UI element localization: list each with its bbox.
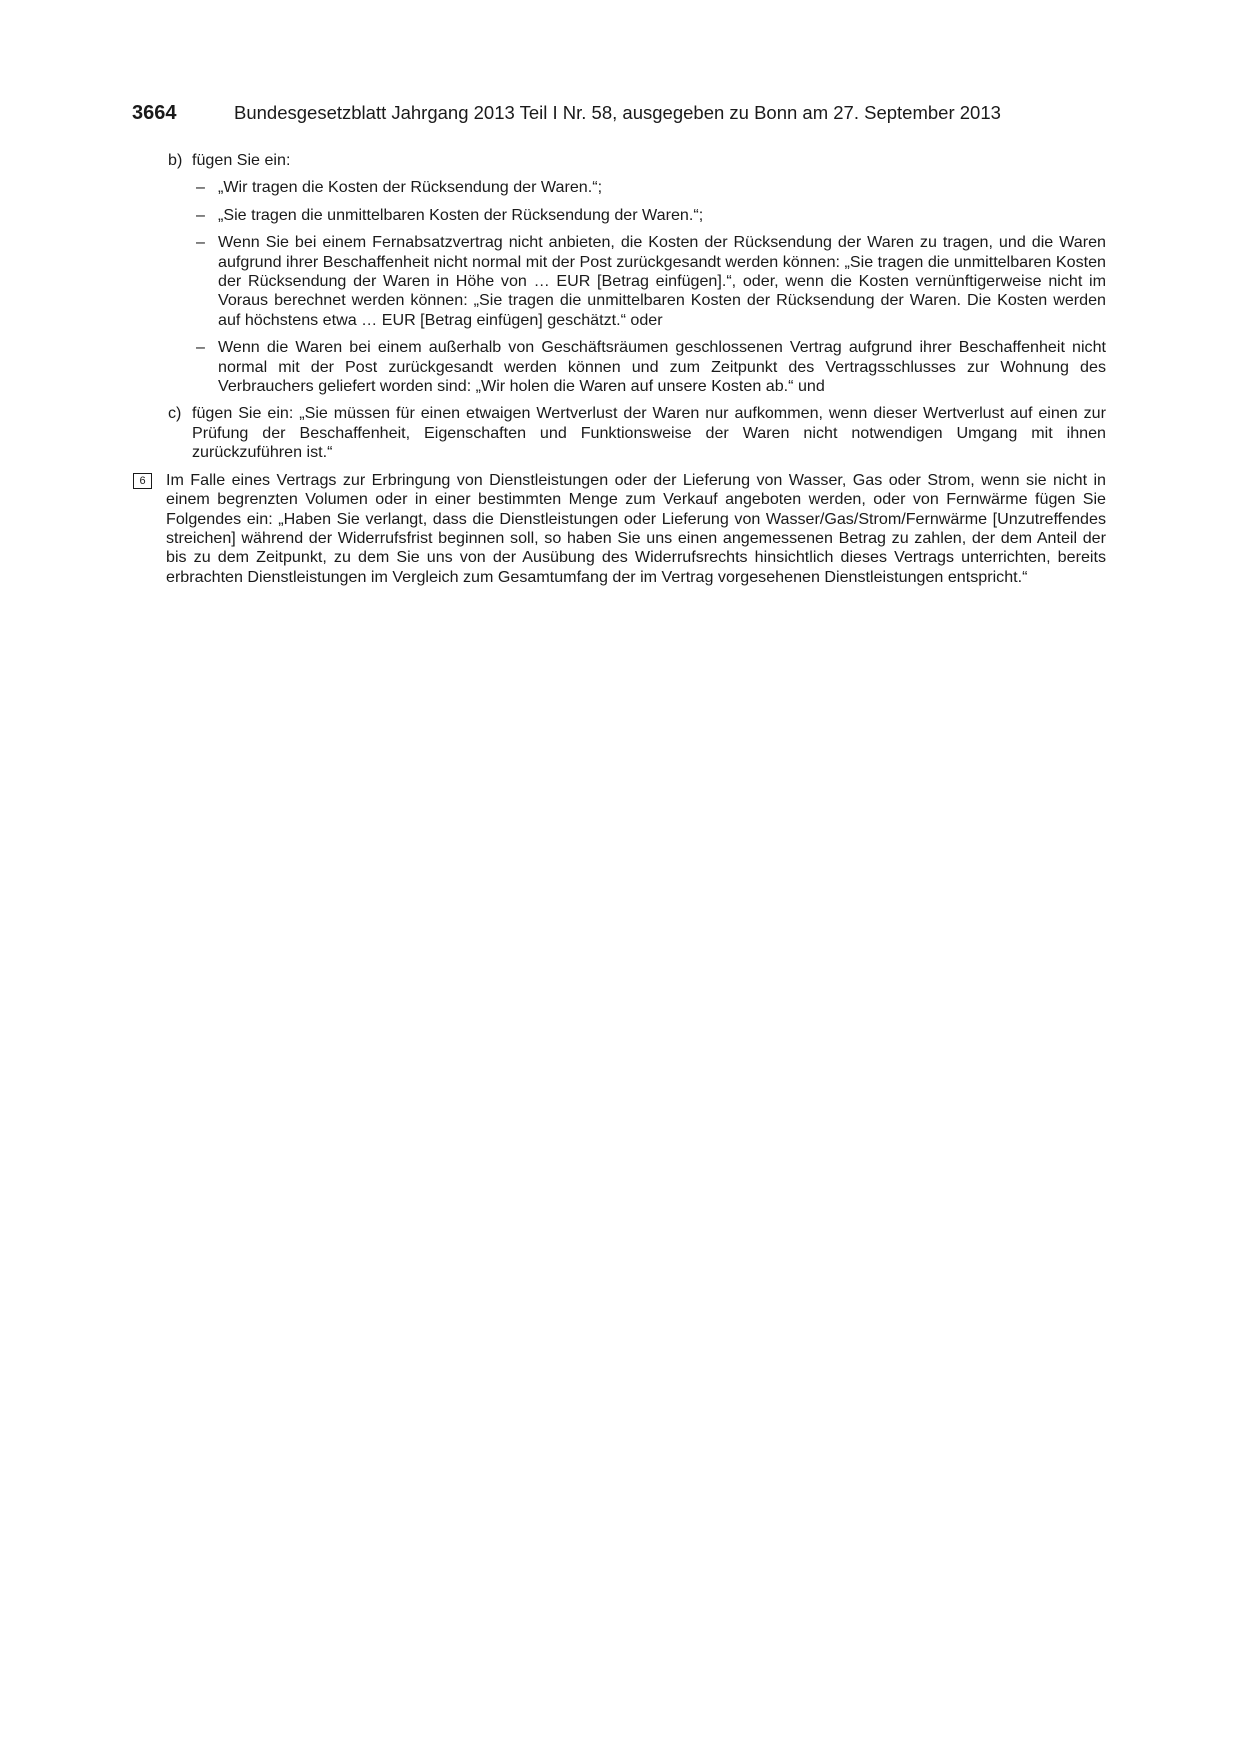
item-marker-c: c): [168, 404, 182, 423]
dash-text-1: „Wir tragen die Kosten der Rücksendung der Waren.“;: [218, 178, 603, 197]
item-c-text: fügen Sie ein: „Sie müssen für einen etwaigen Wertverlust der Waren nur aufkommen, wenn dieser Wertverlust auf einen zur Prüfung der Beschaffenheit, Eigenschaften und Funktionsweise der Waren nicht notwendigen Umgang mit ihnen zurückzuführen ist.“: [192, 404, 1106, 462]
list-item-c: [166, 404, 1106, 462]
dash-marker: –: [196, 233, 205, 252]
page-title: Bundesgesetzblatt Jahrgang 2013 Teil I Nr. 58, ausgegeben zu Bonn am 27. September 2013: [234, 102, 1001, 123]
list-item-b: [166, 151, 1106, 170]
dash-text-2: „Sie tragen die unmittelbaren Kosten der Rücksendung der Waren.“;: [218, 205, 704, 224]
document-body: [139, 151, 1106, 587]
dash-item-2: [166, 206, 1106, 225]
item-b-intro: fügen Sie ein:: [192, 151, 291, 169]
dash-marker: –: [196, 205, 205, 224]
section-6: [139, 470, 1106, 587]
dash-text-3: Wenn Sie bei einem Fernabsatzvertrag nicht anbieten, die Kosten der Rücksendung der Waren zu tragen, und die Waren aufgrund ihrer Beschaffenheit nicht normal mit der Post zurückgesandt werden können: „Sie tragen die unmittelbaren Kosten der Rücksendung der Waren in Höhe von … EUR [Betrag einfügen].“, oder, wenn die Kosten vernünftigerweise nicht im Voraus berechnet werden können: „Sie tragen die unmittelbaren Kosten der Rücksendung der Waren. Die Kosten werden auf höchstens etwa … EUR [Betrag einfügen] geschätzt.“ oder: [218, 233, 1106, 329]
dash-text-4: Wenn die Waren bei einem außerhalb von Geschäftsräumen geschlossenen Vertrag aufgrund ihrer Beschaffenheit nicht normal mit der Post zurückgesandt werden können und zum Zeitpunkt des Vertragsschlusses zur Wohnung des Verbrauchers geliefert worden sind: „Wir holen die Waren auf unsere Kosten ab.“ und: [218, 338, 1106, 396]
dash-item-1: [166, 178, 1106, 197]
section-number-box: 6: [133, 473, 152, 489]
page-number: 3664: [132, 102, 177, 124]
dash-marker: –: [196, 178, 205, 197]
dash-item-4: [166, 338, 1106, 396]
dash-item-3: [166, 233, 1106, 330]
item-marker-b: b): [168, 151, 183, 169]
page-header: [132, 100, 1112, 126]
dash-marker: –: [196, 338, 205, 357]
section-6-text: Im Falle eines Vertrags zur Erbringung von Dienstleistungen oder der Lieferung von Wasser, Gas oder Strom, wenn sie nicht in einem begrenzten Volumen oder in einer bestimmten Menge zum Verkauf angeboten werden, oder von Fernwärme fügen Sie Folgendes ein: „Haben Sie verlangt, dass die Dienstleistungen oder Lieferung von Wasser/Gas/Strom/Fernwärme [Unzutreffendes streichen] während der Widerrufsfrist beginnen soll, so haben Sie uns einen angemessenen Betrag zu zahlen, der dem Anteil der bis zu dem Zeitpunkt, zu dem Sie uns von der Ausübung des Widerrufsrechts hinsichtlich dieses Vertrags unterrichten, bereits erbrachten Dienstleistungen im Vergleich zum Gesamtumfang der im Vertrag vorgesehenen Dienstleistungen entspricht.“: [166, 470, 1106, 586]
